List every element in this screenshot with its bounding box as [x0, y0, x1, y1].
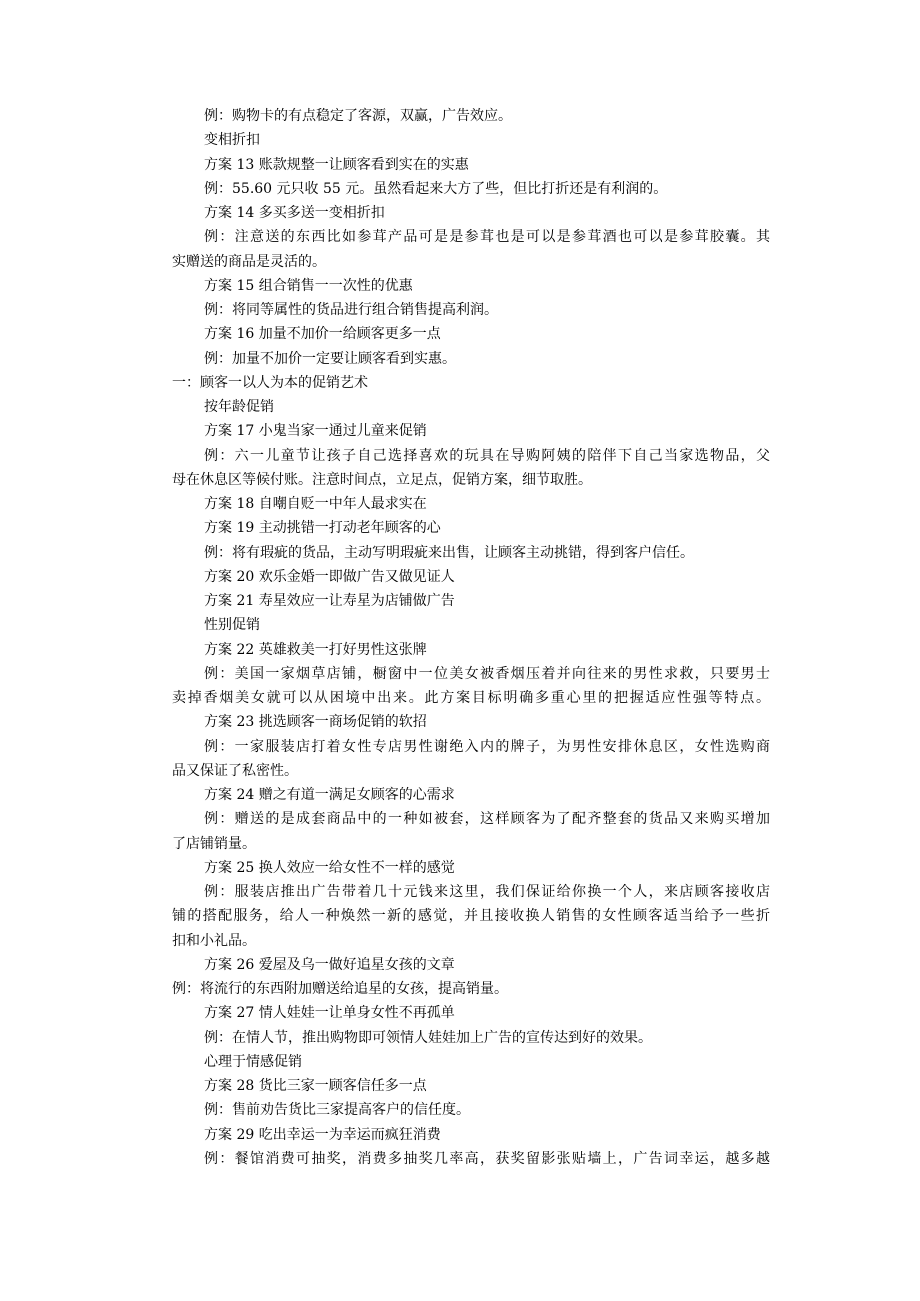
text-line: 例：注意送的东西比如参茸产品可是是参茸也是可以是参茸酒也可以是参茸胶囊。其	[204, 229, 770, 246]
text-line: 方案 21 寿星效应一让寿星为店铺做广告	[204, 593, 455, 609]
text-line: 方案 22 英雄救美一打好男性这张牌	[204, 641, 427, 658]
text-line: 方案 23 挑选顾客一商场促销的软招	[204, 714, 427, 731]
text-line: 卖掉香烟美女就可以从困境中出来。此方案目标明确多重心里的把握适应性强等特点。	[172, 690, 770, 706]
text-line: 例：一家服装店打着女性专店男性谢绝入内的牌子，为男性安排休息区，女性选购商	[204, 738, 770, 755]
text-line: 方案 13 账款规整一让顾客看到实在的实惠	[204, 156, 469, 173]
text-line: 性别促销	[204, 617, 260, 634]
text-line: 例：餐馆消费可抽奖，消费多抽奖几率高，获奖留影张贴墙上，广告词幸运，越多越	[204, 1150, 770, 1167]
text-line: 例：将流行的东西附加赠送给追星的女孩，提高销量。	[172, 981, 508, 997]
text-line: 方案 14 多买多送一变相折扣	[204, 205, 385, 221]
text-line: 方案 15 组合销售一一次性的优惠	[204, 277, 413, 294]
text-line: 扣和小礼品。	[172, 932, 256, 949]
text-line: 例：赠送的是成套商品中的一种如被套，这样顾客为了配齐整套的货品又来购买增加	[204, 811, 770, 828]
text-line: 例：在情人节，推出购物即可领情人娃娃加上广告的宣传达到好的效果。	[204, 1029, 652, 1046]
text-line: 方案 25 换人效应一给女性不一样的感觉	[204, 859, 455, 876]
text-line: 方案 27 情人娃娃一让单身女性不再孤单	[204, 1005, 455, 1022]
text-line: 例：售前劝告货比三家提高客户的信任度。	[204, 1102, 470, 1119]
text-line: 变相折扣	[204, 132, 260, 149]
text-line: 方案 29 吃出幸运一为幸运而疯狂消费	[204, 1126, 441, 1143]
text-line: 方案 28 货比三家一顾客信任多一点	[204, 1078, 427, 1094]
text-line: 例：购物卡的有点稳定了客源，双赢，广告效应。	[204, 108, 512, 124]
text-line: 方案 20 欢乐金婚一即做广告又做见证人	[204, 568, 455, 585]
text-line: 方案 16 加量不加价一给顾客更多一点	[204, 326, 441, 343]
text-line: 例：将有瑕疵的货品，主动写明瑕疵来出售，让顾客主动挑错，得到客户信任。	[204, 544, 694, 561]
text-line: 方案 18 自嘲自贬一中年人最求实在	[204, 496, 427, 512]
text-line: 方案 26 爱屋及乌一做好追星女孩的文章	[204, 956, 455, 973]
text-line: 一：顾客一以人为本的促销艺术	[172, 374, 368, 391]
text-line: 品又保证了私密性。	[172, 762, 298, 779]
text-line: 例：六一儿童节让孩子自己选择喜欢的玩具在导购阿姨的陪伴下自己当家选物品，父	[204, 447, 770, 464]
text-line: 例：加量不加价一定要让顾客看到实惠。	[204, 350, 456, 367]
text-line: 例：将同等属性的货品进行组合销售提高利润。	[204, 302, 498, 318]
text-line: 例：55.60 元只收 55 元。虽然看起来大方了些，但比打折还是有利润的。	[204, 180, 668, 197]
text-line: 母在休息区等候付账。注意时间点，立足点，促销方案，细节取胜。	[172, 471, 592, 488]
text-line: 方案 17 小鬼当家一通过儿童来促销	[204, 423, 427, 440]
text-line: 方案 24 赠之有道一满足女顾客的心需求	[204, 787, 455, 803]
text-line: 按年龄促销	[204, 399, 274, 415]
text-line: 了店铺销量。	[172, 835, 256, 852]
text-line: 心理于情感促销	[204, 1053, 302, 1070]
document-body	[172, 104, 770, 1171]
text-line: 方案 19 主动挑错一打动老年顾客的心	[204, 520, 441, 537]
text-line: 例：服装店推出广告带着几十元钱来这里，我们保证给你换一个人，来店顾客接收店	[204, 884, 770, 900]
text-line: 实赠送的商品是灵活的。	[172, 253, 326, 270]
text-line: 铺的搭配服务，给人一种焕然一新的感觉，并且接收换人销售的女性顾客适当给予一些折	[172, 908, 770, 925]
text-line: 例：美国一家烟草店铺，橱窗中一位美女被香烟压着并向往来的男性求救，只要男士	[204, 665, 770, 682]
